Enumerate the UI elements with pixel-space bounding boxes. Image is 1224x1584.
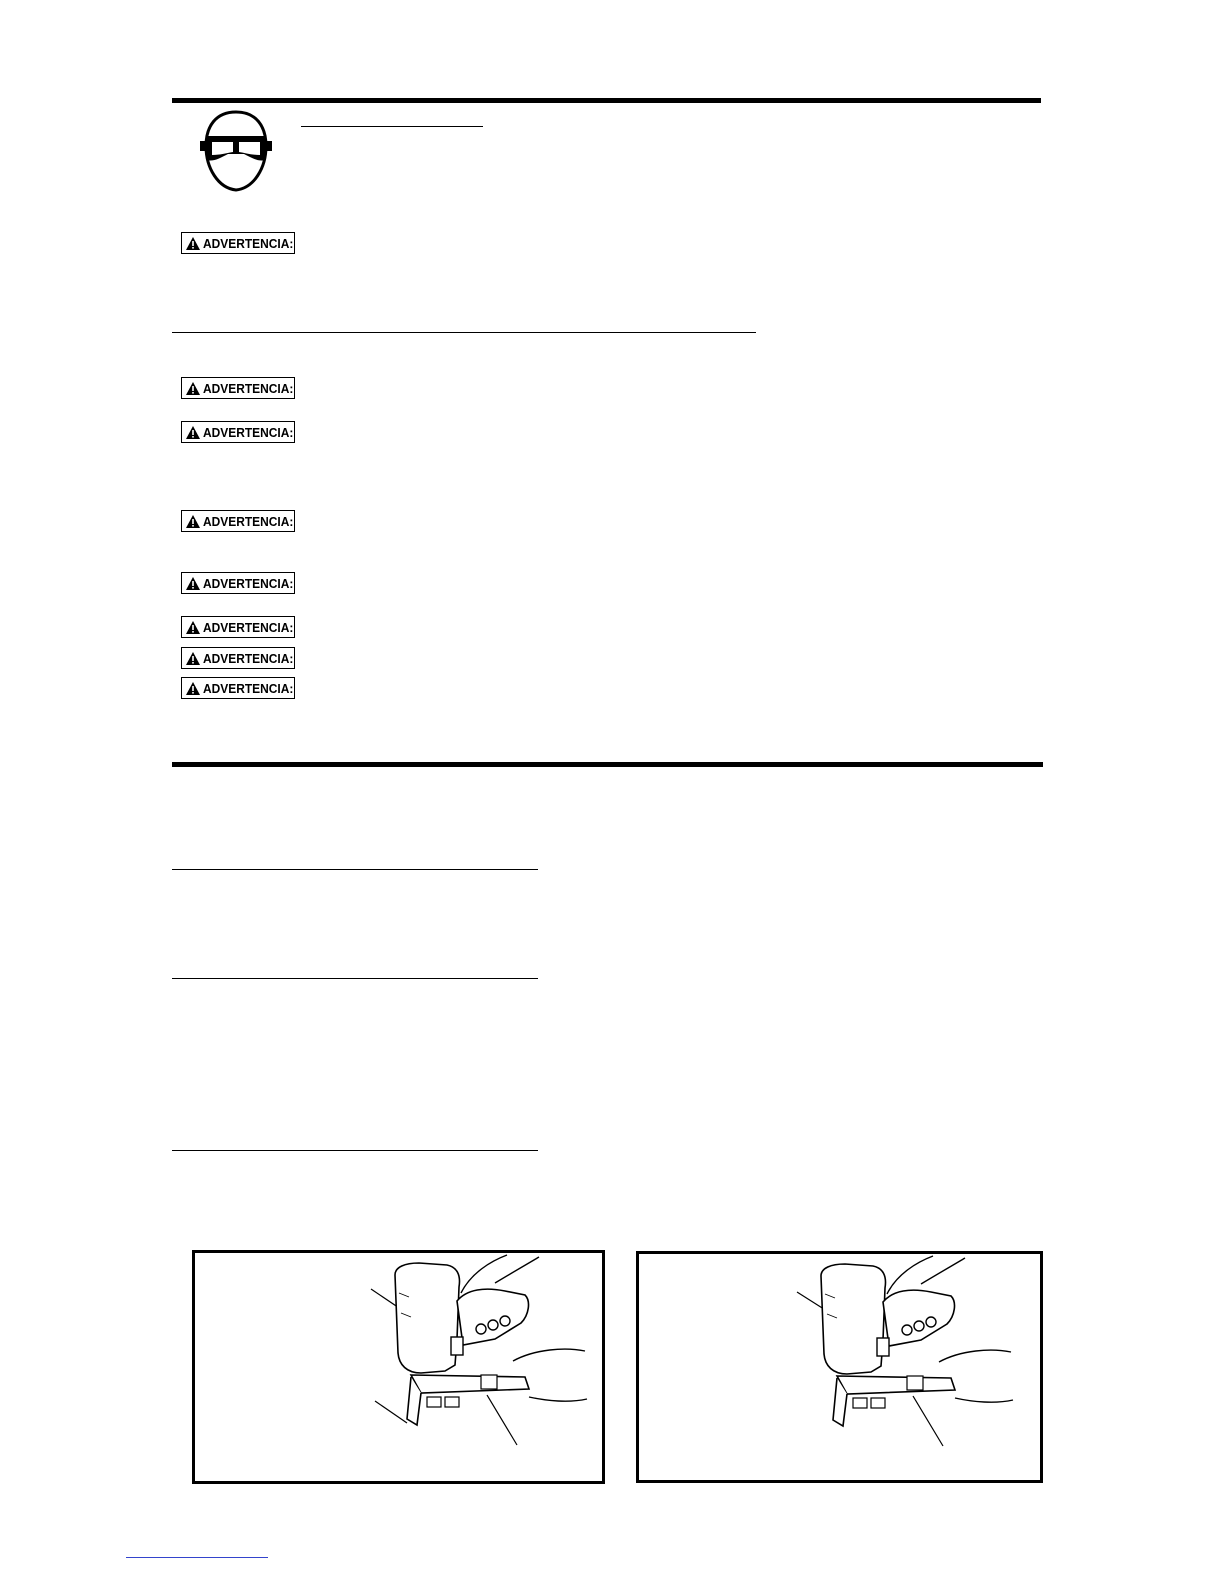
warning-triangle-icon bbox=[186, 652, 200, 665]
subsection-underline bbox=[172, 1150, 538, 1151]
warning-label: ADVERTENCIA: bbox=[203, 619, 294, 635]
warning-badge bbox=[181, 421, 295, 443]
nailer-figure-right bbox=[636, 1251, 1043, 1483]
top-section-rule bbox=[172, 98, 1041, 103]
warning-triangle-icon bbox=[186, 621, 200, 634]
second-section-rule bbox=[172, 762, 1043, 767]
warning-badge bbox=[181, 616, 295, 638]
warning-label: ADVERTENCIA: bbox=[203, 380, 294, 396]
warning-badge bbox=[181, 232, 295, 254]
warning-triangle-icon bbox=[186, 237, 200, 250]
warning-label: ADVERTENCIA: bbox=[203, 680, 294, 696]
safety-goggles-head-icon bbox=[196, 108, 276, 194]
warning-badge bbox=[181, 677, 295, 699]
heading-underline bbox=[301, 126, 483, 127]
warning-label: ADVERTENCIA: bbox=[203, 424, 294, 440]
subsection-underline bbox=[172, 978, 538, 979]
warning-triangle-icon bbox=[186, 426, 200, 439]
subsection-underline bbox=[172, 869, 538, 870]
section-divider bbox=[172, 332, 756, 333]
warning-triangle-icon bbox=[186, 382, 200, 395]
warning-triangle-icon bbox=[186, 682, 200, 695]
footer-link-underline bbox=[126, 1557, 268, 1558]
nailer-illustration bbox=[639, 1254, 1040, 1480]
warning-label: ADVERTENCIA: bbox=[203, 513, 294, 529]
nailer-figure-left bbox=[192, 1250, 605, 1484]
warning-triangle-icon bbox=[186, 577, 200, 590]
nailer-illustration bbox=[195, 1253, 602, 1481]
warning-label: ADVERTENCIA: bbox=[203, 235, 294, 251]
warning-label: ADVERTENCIA: bbox=[203, 650, 294, 666]
warning-badge bbox=[181, 647, 295, 669]
warning-label: ADVERTENCIA: bbox=[203, 575, 294, 591]
warning-badge bbox=[181, 377, 295, 399]
warning-triangle-icon bbox=[186, 515, 200, 528]
warning-badge bbox=[181, 572, 295, 594]
warning-badge bbox=[181, 510, 295, 532]
